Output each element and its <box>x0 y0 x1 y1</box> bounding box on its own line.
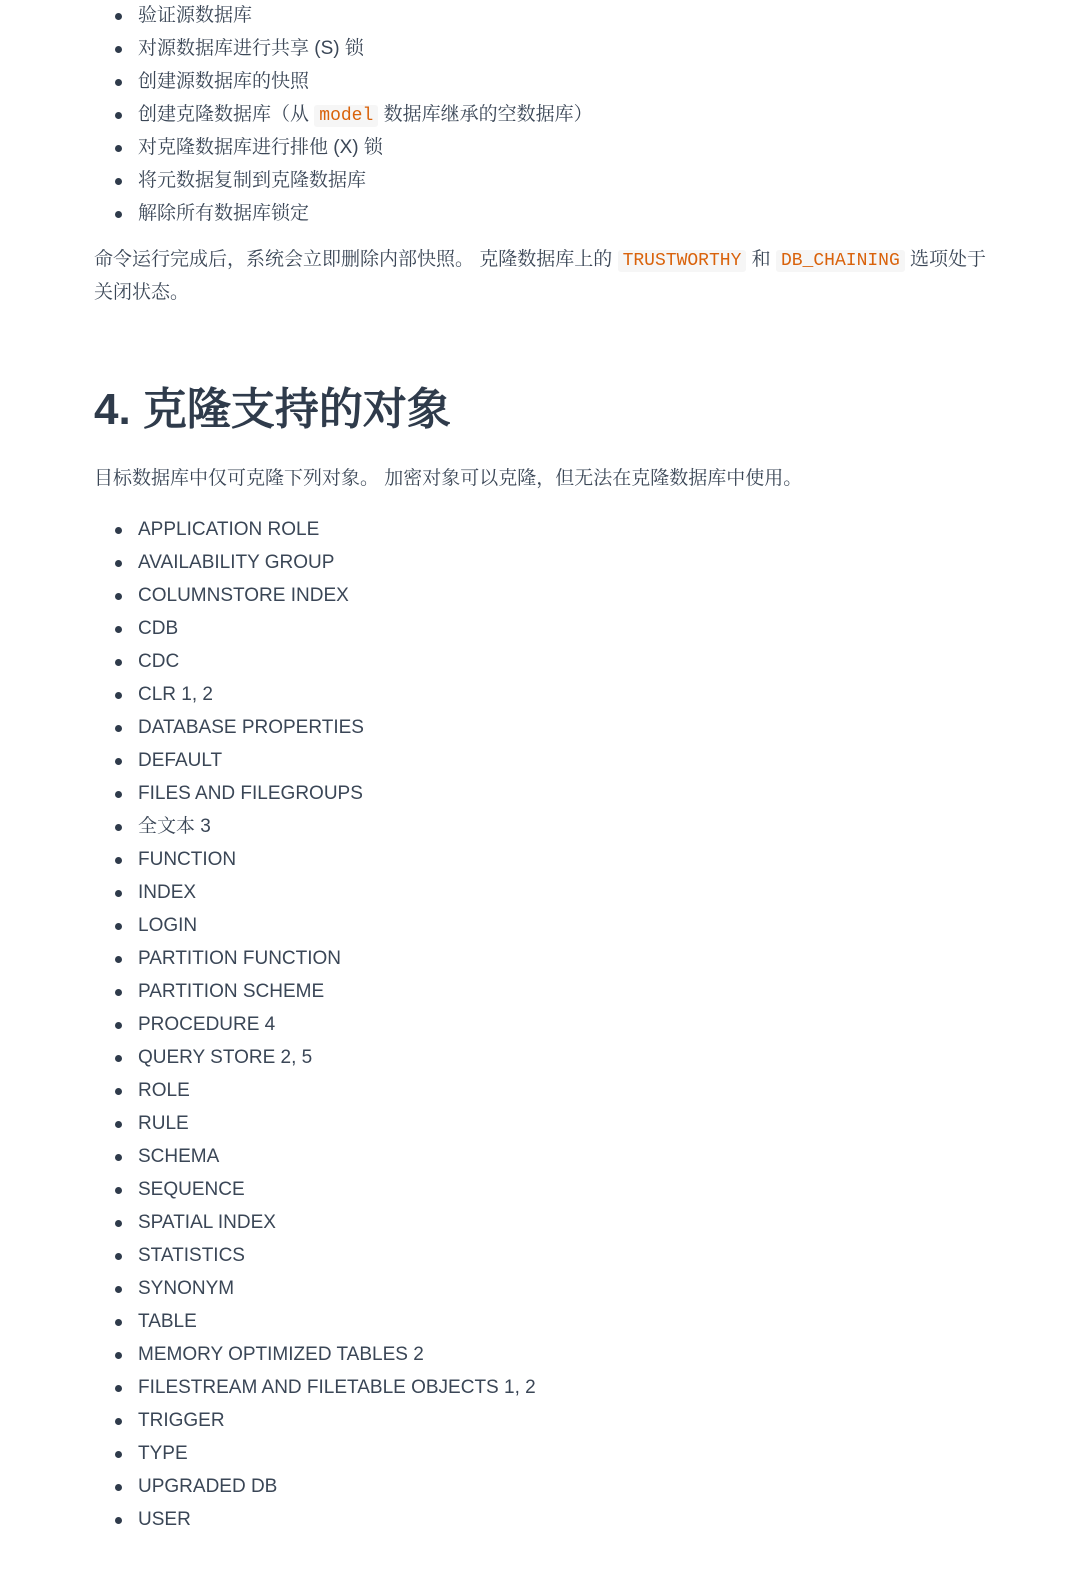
object-item: 全文本 3 <box>114 810 994 843</box>
step-text: 将元数据复制到克隆数据库 <box>138 170 367 191</box>
step-item <box>114 65 994 98</box>
object-item: TABLE <box>114 1305 994 1338</box>
after-text-1: 命令运行完成后，系统会立即删除内部快照。 克隆数据库上的 <box>94 249 618 270</box>
step-text: 对源数据库进行共享 (S) 锁 <box>138 38 364 59</box>
object-item: COLUMNSTORE INDEX <box>114 579 994 612</box>
object-item: SEQUENCE <box>114 1173 994 1206</box>
step-item <box>114 131 994 164</box>
object-item: PARTITION FUNCTION <box>114 942 994 975</box>
object-item: RULE <box>114 1107 994 1140</box>
clone-steps-list <box>114 0 994 230</box>
object-item: APPLICATION ROLE <box>114 513 994 546</box>
inline-code: model <box>314 105 378 127</box>
object-item: SPATIAL INDEX <box>114 1206 994 1239</box>
object-item: CDB <box>114 612 994 645</box>
step-text: 解除所有数据库锁定 <box>138 203 310 224</box>
step-text: 创建源数据库的快照 <box>138 71 310 92</box>
object-item: LOGIN <box>114 909 994 942</box>
object-item: TYPE <box>114 1437 994 1470</box>
object-item: UPGRADED DB <box>114 1470 994 1503</box>
object-item: USER <box>114 1503 994 1536</box>
code-trustworthy: TRUSTWORTHY <box>618 250 747 272</box>
object-item: PARTITION SCHEME <box>114 975 994 1008</box>
object-item: QUERY STORE 2, 5 <box>114 1041 994 1074</box>
object-item: DATABASE PROPERTIES <box>114 711 994 744</box>
after-text-3: 选项处于关闭状态。 <box>94 249 987 303</box>
object-item: ROLE <box>114 1074 994 1107</box>
after-text-2: 和 <box>746 249 776 270</box>
object-item: MEMORY OPTIMIZED TABLES 2 <box>114 1338 994 1371</box>
step-item <box>114 0 994 32</box>
code-db-chaining: DB_CHAINING <box>776 250 905 272</box>
object-item: PROCEDURE 4 <box>114 1008 994 1041</box>
object-item: STATISTICS <box>114 1239 994 1272</box>
object-item: CDC <box>114 645 994 678</box>
object-item: INDEX <box>114 876 994 909</box>
step-item <box>114 164 994 197</box>
object-item: SCHEMA <box>114 1140 994 1173</box>
step-text: 对克隆数据库进行排他 (X) 锁 <box>138 137 383 158</box>
section-intro: 目标数据库中仅可克隆下列对象。 加密对象可以克隆，但无法在克隆数据库中使用。 <box>94 468 803 489</box>
step-item <box>114 98 994 131</box>
step-item <box>114 197 994 230</box>
section-heading: 4. 克隆支持的对象 <box>94 385 451 434</box>
step-text: 验证源数据库 <box>138 5 253 26</box>
object-item: FILESTREAM AND FILETABLE OBJECTS 1, 2 <box>114 1371 994 1404</box>
step-text: 创建克隆数据库（从 <box>138 104 315 125</box>
object-item: FUNCTION <box>114 843 994 876</box>
after-clone-paragraph <box>94 244 994 309</box>
object-item: TRIGGER <box>114 1404 994 1437</box>
object-item: FILES AND FILEGROUPS <box>114 777 994 810</box>
step-item <box>114 32 994 65</box>
object-item: AVAILABILITY GROUP <box>114 546 994 579</box>
object-item: CLR 1, 2 <box>114 678 994 711</box>
object-item: DEFAULT <box>114 744 994 777</box>
supported-objects-list <box>114 513 994 1536</box>
document-body <box>94 0 994 1536</box>
step-text: 数据库继承的空数据库） <box>378 104 593 125</box>
object-item: SYNONYM <box>114 1272 994 1305</box>
